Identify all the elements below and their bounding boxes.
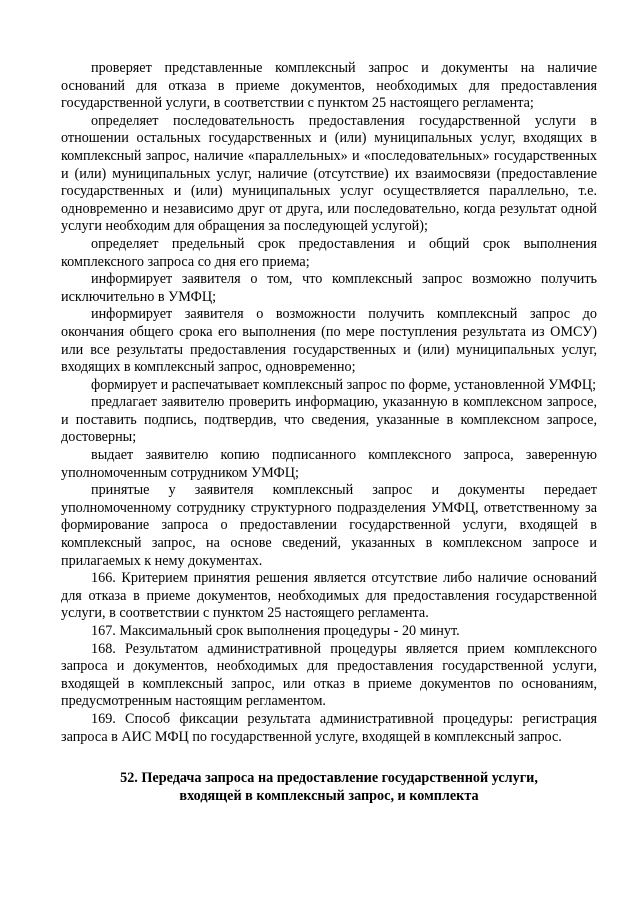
paragraph-item-167: 167. Максимальный срок выполнения процедуры - 20 минут. bbox=[91, 623, 460, 639]
document-page bbox=[61, 60, 597, 805]
paragraph-verify-signature: предлагает заявителю проверить информацию, указанную в комплексном запросе, и поставить подпись, подтвердив, что сведения, указанные в комплексном запросе, достоверны; bbox=[61, 394, 597, 446]
section-heading-52: 52. Передача запроса на предоставление государственной услуги, входящей в комплексный запрос, и комплекта bbox=[120, 770, 538, 804]
paragraph-issue-copy: выдает заявителю копию подписанного комплексного запроса, заверенную уполномоченным сотрудником УМФЦ; bbox=[61, 447, 597, 481]
paragraph-inform-possibility: информирует заявителя о возможности получить комплексный запрос до окончания общего срока его выполнения (по мере поступления результата из ОМСУ) или все результаты предоставления государственных и (или) муниципальных услуг, входящих в комплексный запрос, одновременно; bbox=[61, 306, 597, 376]
paragraph-sequence: определяет последовательность предоставления государственной услуги в отношении остальных государственных и (или) муниципальных услуг, входящих в комплексный запрос, наличие «параллельных» и «последовательных» государственных и (или) муниципальных услуг, наличие (отсутствие) их взаимосвязи (предоставление государственных и (или) муниципальных услуг осуществляется параллельно, т.е. одновременно и независимо друг от друга, или последовательно, когда результат одной услуги необходим для обращения за последующей услугой); bbox=[61, 112, 597, 235]
paragraph-check-request: проверяет представленные комплексный запрос и документы на наличие оснований для отказа в приеме документов, необходимых для предоставления государственной услуги, в соответствии с пунктом 25 настоящего регламента; bbox=[61, 60, 597, 112]
paragraph-transfer-documents: принятые у заявителя комплексный запрос и документы передает уполномоченному сотруднику структурного подразделения УМФЦ, ответственному за формирование запроса о предоставлении государственной услуги, входящей в комплексный запрос, на основе сведений, указанных в комплексном запросе и прилагаемых к нему документах. bbox=[61, 482, 597, 569]
paragraph-deadline: определяет предельный срок предоставления и общий срок выполнения комплексного запроса со дня его приема; bbox=[61, 235, 597, 270]
paragraph-print-request: формирует и распечатывает комплексный запрос по форме, установленной УМФЦ; bbox=[91, 376, 597, 393]
paragraph-inform-umfc: информирует заявителя о том, что комплексный запрос возможно получить исключительно в УМФЦ; bbox=[61, 271, 597, 305]
paragraph-item-169: 169. Способ фиксации результата административной процедуры: регистрация запроса в АИС МФЦ по государственной услуге, входящей в комплексный запрос. bbox=[61, 710, 597, 745]
paragraph-item-166: 166. Критерием принятия решения является отсутствие либо наличие оснований для отказа в приеме документов, необходимых для предоставления государственной услуги, в соответствии с пунктом 25 настоящего регламента. bbox=[61, 570, 597, 622]
paragraph-item-168: 168. Результатом административной процедуры является прием комплексного запроса и документов, необходимых для предоставления государственной услуги, входящей в комплексный запрос, или отказ в приеме документов по основаниям, предусмотренным настоящим регламентом. bbox=[61, 640, 597, 710]
